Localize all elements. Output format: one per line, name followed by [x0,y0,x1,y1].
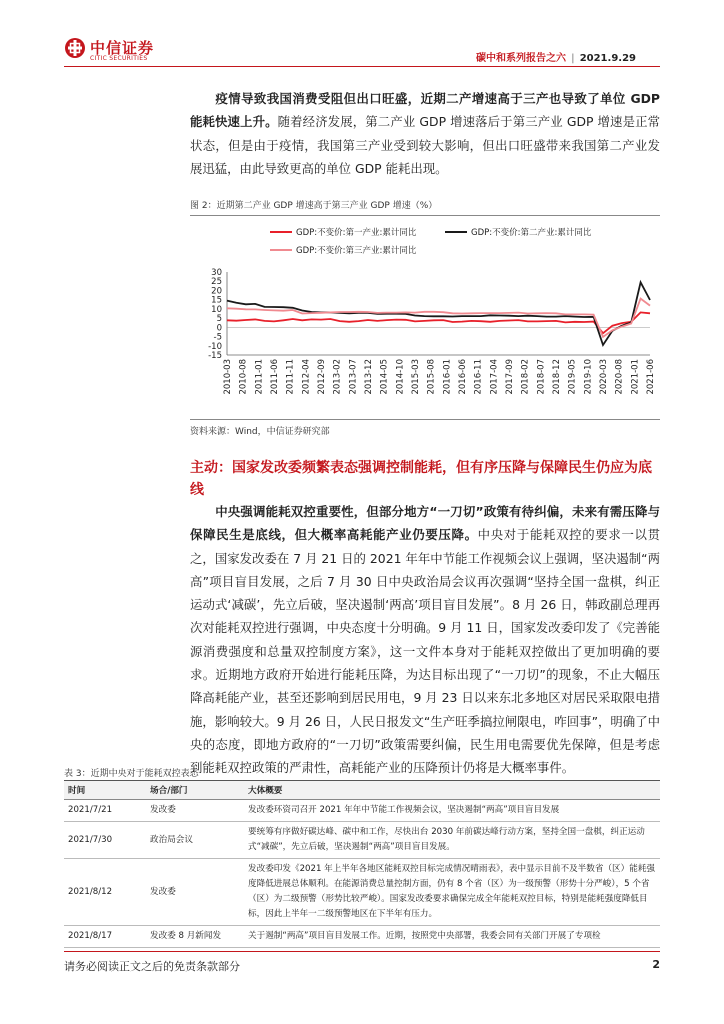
y-tick-label: 20 [211,286,222,297]
figure-caption: 图 2：近期第二产业 GDP 增速高于第三产业 GDP 增速（%） [190,198,660,216]
paragraph-2 [190,500,660,780]
x-tick-label: 2018-12 [552,359,562,395]
y-tick-label: 10 [211,304,222,315]
paragraph-1-lead: 疫情导致我国消费受阻但出口旺盛，近期二产增速高于三产也导致了单位 GDP 能耗快速上升。 [190,91,660,130]
chart-y-ticks [208,268,222,361]
table-cell: 政治局会议 [146,822,244,859]
x-tick-label: 2017-09 [505,359,515,395]
x-tick-label: 2011-01 [254,359,265,395]
header-separator: | [571,53,575,64]
table-header-date: 时间 [64,781,146,800]
chart-series [227,282,650,345]
table-cell: 发改委 [146,859,244,926]
logo-text-cn: 中信证券 [90,39,155,57]
y-tick-label: -5 [213,332,222,343]
header-rule [64,66,660,67]
paragraph-1-body: 随着经济发展，第二产业 GDP 增速落后于第三产业 GDP 增速是正常状态，但是由于疫情，我国第三产业受到较大影响，但出口旺盛带来我国第二产业发展迅猛，由此导致更高的单位 GDP 能耗出现。 [190,114,661,176]
section-heading: 主动：国家发改委频繁表态强调控制能耗，但有序压降与保障民生仍应为底线 [190,460,652,498]
x-tick-label: 2010-08 [238,359,249,395]
table-cell: 2021/8/17 [64,926,146,948]
chart-axes [227,272,650,355]
logo-text-en: CITIC SECURITIES [90,55,148,62]
x-tick-label: 2021-06 [646,359,656,395]
x-tick-label: 2018-07 [536,359,547,395]
citic-logo [64,37,174,67]
paragraph-2-lead: 中央强调能耗双控重要性，但部分地方“一刀切”政策有待纠偏，未来有需压降与保障民生是底线，但大概率高耗能产业仍要压降。 [190,504,660,543]
x-tick-label: 2019-05 [567,359,578,395]
table-cell: 2021/8/12 [64,859,146,926]
footer-rule [64,951,660,952]
table-row [64,926,660,948]
table-row [64,800,660,822]
x-tick-label: 2013-07 [348,359,359,395]
table-caption: 表 3：近期中央对于能耗双控表态 [64,769,199,779]
chart-legend [270,227,592,256]
table-cell: 发改委 8 月新闻发 [146,926,244,948]
x-tick-label: 2020-03 [599,359,609,395]
y-tick-label: -15 [208,351,222,361]
gdp-growth-line-chart [190,215,660,420]
x-tick-label: 2016-11 [473,359,484,395]
x-tick-label: 2014-05 [379,359,390,395]
x-tick-label: 2013-02 [332,359,343,395]
legend-label: GDP:不变价:第三产业:累计同比 [296,246,417,256]
table-cell: 要统筹有序做好碳达峰、碳中和工作，尽快出台 2030 年前碳达峰行动方案，坚持全国一盘棋，纠正运动式“减碳”，先立后破，坚决遏制“两高”项目盲目发展。 [244,822,660,859]
report-header [476,49,636,64]
x-tick-label: 2020-08 [614,359,625,395]
y-tick-label: 0 [216,323,222,334]
footer-disclaimer: 请务必阅读正文之后的免责条款部分 [64,960,240,973]
x-tick-label: 2015-03 [411,359,421,395]
x-tick-label: 2013-12 [364,359,374,395]
table-cell: 发改委印发《2021 年上半年各地区能耗双控目标完成情况晴雨表》，表中显示目前不及半数省（区）能耗强度降低进展总体顺利。在能源消费总量控制方面，仍有 8 个省（区）为一级预警（形势十分严峻），5 个省（区）为二级预警（形势比较严峻）。国家发改委要求确保完成全年能耗双控目标，特别是能耗强度降低目标，因此上半年一二级预警地区在下半年有压力。 [244,859,660,926]
x-tick-label: 2017-04 [489,359,500,395]
report-date: 2021.9.29 [579,53,636,64]
x-tick-label: 2021-01 [630,359,641,395]
page-number: 2 [652,958,660,971]
x-tick-label: 2016-06 [458,359,468,395]
x-tick-label: 2010-03 [223,359,233,395]
chart-x-ticks [223,359,656,395]
x-tick-label: 2015-08 [426,359,437,395]
figure-source: 资料来源：Wind，中信证券研究部 [190,419,660,437]
policy-table [64,780,660,948]
y-tick-label: 25 [211,277,222,288]
legend-label: GDP:不变价:第一产业:累计同比 [296,228,417,238]
y-tick-label: 30 [211,268,222,278]
x-tick-label: 2012-04 [301,359,312,395]
series-name: 碳中和系列报告之六 [476,53,567,64]
table-cell: 2021/7/21 [64,800,146,822]
x-tick-label: 2016-01 [442,359,453,395]
paragraph-2-body: 中央对于能耗双控的要求一以贯之，国家发改委在 7 月 21 日的 2021 年年中节能工作视频会议上强调，坚决遏制“两高”项目盲目发展，之后 7 月 30 日中央政治局会议再次强调“坚持全国一盘棋，纠正运动式‘减碳’，先立后破，坚决遏制‘两高’项目盲目发展”。8 月 26 日，韩政副总理再次对能耗双控进行强调，中央态度十分明确。9 月 11 日，国家发改委印发了《完善能源消费强度和总量双控制度方案》，这一文件本身对于能耗双控做出了更加明确的要求。近期地方政府开始进行能耗压降，为达目标出现了“一刀切”的现象，不止大幅压降高耗能产业，甚至还影响到居民用电，9 月 23 日以来东北多地区对居民采取限电措施，影响较大。9 月 26 日，人民日报发文“生产旺季搞拉闸限电，咋回事”，明确了中央的态度，即地方政府的“一刀切”政策需要纠偏，民生用电需要优先保障，但是考虑到能耗双控政策的严肃性，高耗能产业的压降预计仍将是大概率事件。 [190,527,661,776]
table-header-row [64,781,660,800]
x-tick-label: 2018-02 [520,359,531,395]
table-cell: 发改委环资司召开 2021 年年中节能工作视频会议，坚决遏制“两高”项目盲目发展 [244,800,660,822]
table-row [64,859,660,926]
x-tick-label: 2019-10 [583,359,594,395]
x-tick-label: 2011-11 [285,359,296,395]
y-tick-label: -10 [208,341,222,352]
legend-label: GDP:不变价:第二产业:累计同比 [471,228,592,238]
table-header-summary: 大体概要 [244,781,660,800]
table-header-venue: 场合/部门 [146,781,244,800]
x-tick-label: 2014-10 [395,359,406,395]
x-tick-label: 2011-06 [270,359,280,395]
y-tick-label: 5 [216,314,222,325]
table-cell: 2021/7/30 [64,822,146,859]
y-tick-label: 15 [211,295,222,306]
table-row [64,822,660,859]
table-cell: 关于遏制“两高”项目盲目发展工作。近期，按照党中央部署，我委会同有关部门开展了专项检 [244,926,660,948]
table-cell: 发改委 [146,800,244,822]
paragraph-1 [190,87,660,180]
x-tick-label: 2012-09 [317,359,327,395]
citic-logo-icon [64,37,86,59]
